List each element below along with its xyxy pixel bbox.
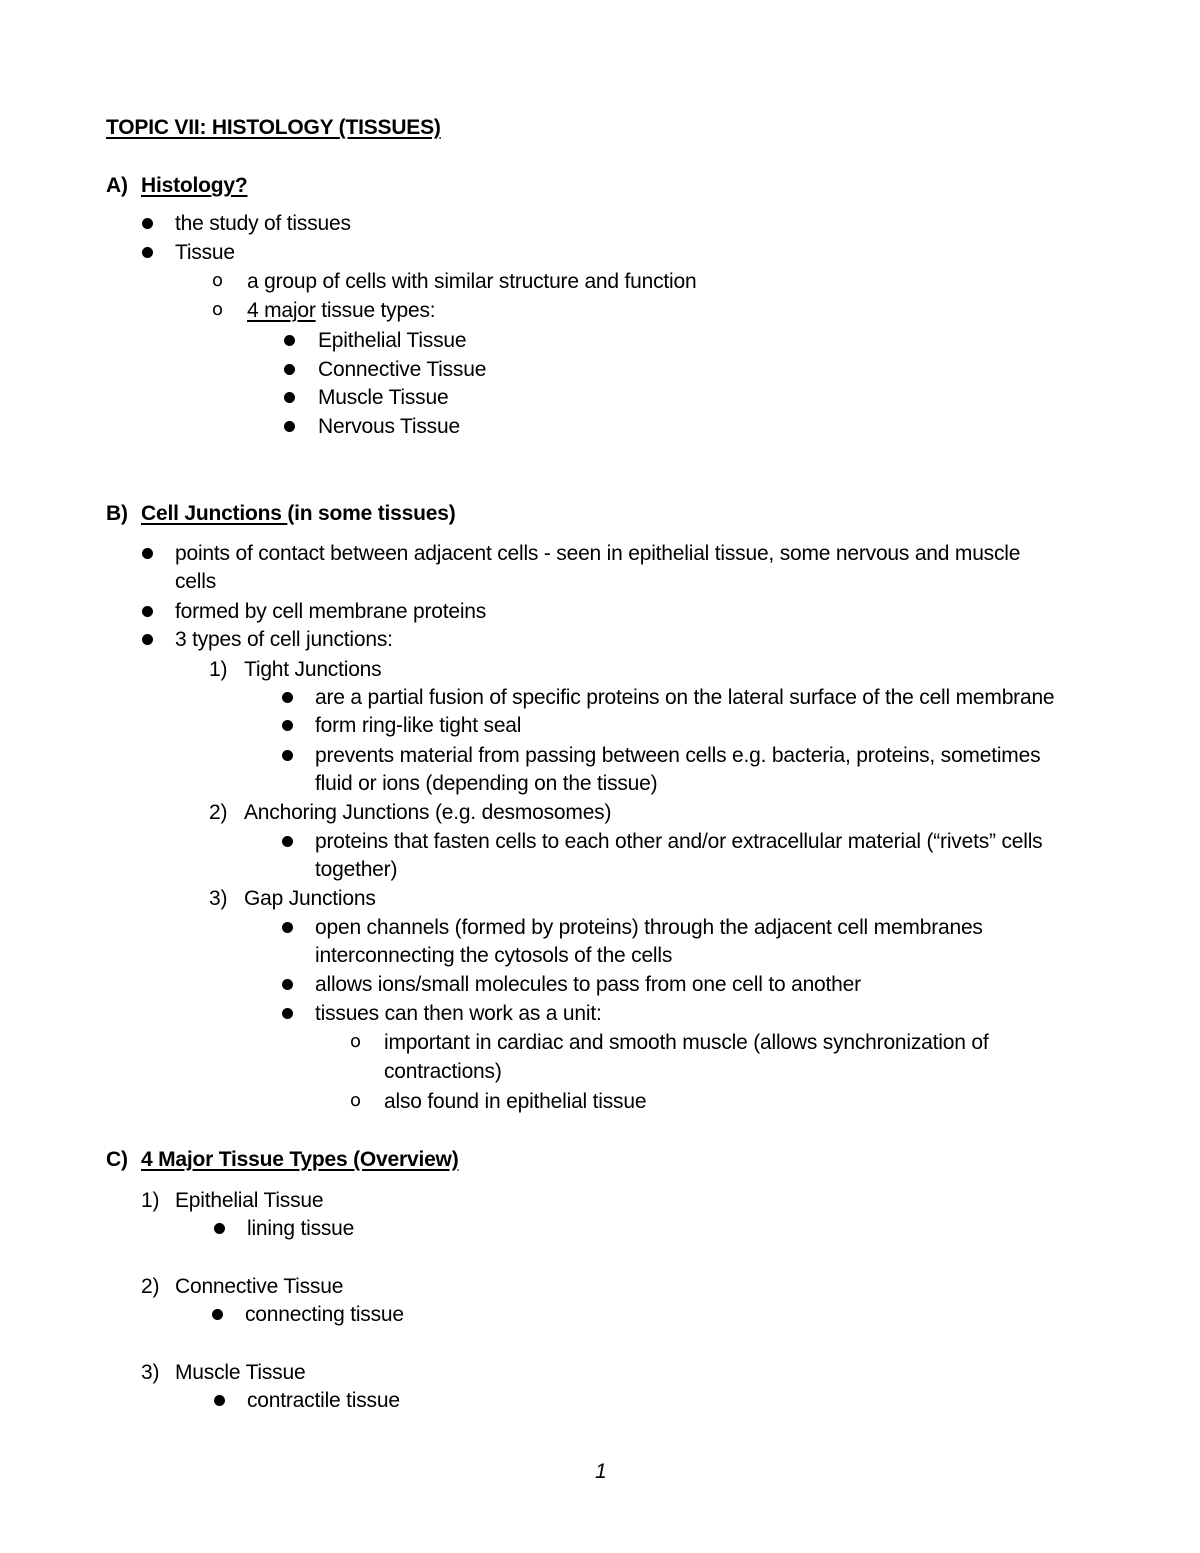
list-item: the study of tissues [175,212,351,235]
bullet-icon [282,692,293,703]
junction-number: 2) [209,801,228,824]
bullet-icon [142,247,153,258]
list-item-continuation: together) [315,858,398,881]
list-item: a group of cells with similar structure and function [247,270,697,293]
list-item-text: tissue types: [315,299,436,322]
list-item: form ring-like tight seal [315,714,522,737]
bullet-icon [212,1309,223,1320]
list-item-continuation: cells [175,570,217,593]
list-item: tissues can then work as a unit: [315,1002,602,1025]
bullet-icon [282,922,293,933]
junction-name: Anchoring Junctions (e.g. desmosomes) [244,801,612,824]
circle-bullet-icon: o [212,270,224,291]
bullet-icon [142,548,153,559]
list-item: also found in epithelial tissue [384,1090,647,1113]
list-item: formed by cell membrane proteins [175,600,487,623]
section-c-heading: 4 Major Tissue Types (Overview) [141,1148,459,1171]
bullet-icon [284,392,295,403]
section-c-letter: C) [106,1148,128,1171]
tissue-description: lining tissue [247,1217,355,1240]
circle-bullet-icon: o [350,1090,362,1111]
bullet-icon [284,421,295,432]
tissue-number: 3) [141,1361,160,1384]
list-item-continuation: contractions) [384,1060,502,1083]
tissue-type-item: Nervous Tissue [318,415,460,438]
bullet-icon [214,1223,225,1234]
junction-number: 1) [209,658,228,681]
tissue-number: 1) [141,1189,160,1212]
circle-bullet-icon: o [350,1031,362,1052]
list-item [247,299,435,323]
tissue-description: contractile tissue [247,1389,400,1412]
list-item: allows ions/small molecules to pass from one cell to another [315,973,861,996]
bullet-icon [142,218,153,229]
section-b-heading-main: Cell Junctions [141,502,288,525]
bullet-icon [284,364,295,375]
bullet-icon [282,750,293,761]
list-item: prevents material from passing between cells e.g. bacteria, proteins, sometimes [315,744,1041,767]
tissue-name: Epithelial Tissue [175,1189,324,1212]
bullet-icon [282,979,293,990]
bullet-icon [214,1395,225,1406]
junction-name: Gap Junctions [244,887,376,910]
list-item: points of contact between adjacent cells - seen in epithelial tissue, some nervous and muscle [175,542,1021,565]
bullet-icon [282,1008,293,1019]
list-item: proteins that fasten cells to each other and/or extracellular material (“rivets” cells [315,830,1043,853]
list-item-continuation: interconnecting the cytosols of the cells [315,944,673,967]
junction-number: 3) [209,887,228,910]
list-item: are a partial fusion of specific proteins on the lateral surface of the cell membrane [315,686,1055,709]
tissue-number: 2) [141,1275,160,1298]
bullet-icon [282,720,293,731]
emphasis-text: 4 major [247,299,316,322]
tissue-name: Connective Tissue [175,1275,344,1298]
tissue-name: Muscle Tissue [175,1361,306,1384]
bullet-icon [284,335,295,346]
tissue-type-item: Muscle Tissue [318,386,449,409]
section-a-heading: Histology? [141,174,248,197]
circle-bullet-icon: o [212,299,224,320]
list-item: Tissue [175,241,235,264]
tissue-type-item: Epithelial Tissue [318,329,467,352]
section-a-letter: A) [106,174,128,197]
list-item: important in cardiac and smooth muscle (allows synchronization of [384,1031,989,1054]
list-item-continuation: fluid or ions (depending on the tissue) [315,772,658,795]
tissue-type-item: Connective Tissue [318,358,487,381]
page-title: TOPIC VII: HISTOLOGY (TISSUES) [106,116,441,139]
section-b-heading-note: (in some tissues) [287,502,456,525]
list-item: 3 types of cell junctions: [175,628,393,651]
tissue-description: connecting tissue [245,1303,404,1326]
list-item: open channels (formed by proteins) through the adjacent cell membranes [315,916,983,939]
section-b-heading [141,502,456,526]
junction-name: Tight Junctions [244,658,382,681]
bullet-icon [142,634,153,645]
bullet-icon [142,606,153,617]
bullet-icon [282,836,293,847]
section-b-letter: B) [106,502,128,525]
page-number: 1 [595,1460,607,1483]
